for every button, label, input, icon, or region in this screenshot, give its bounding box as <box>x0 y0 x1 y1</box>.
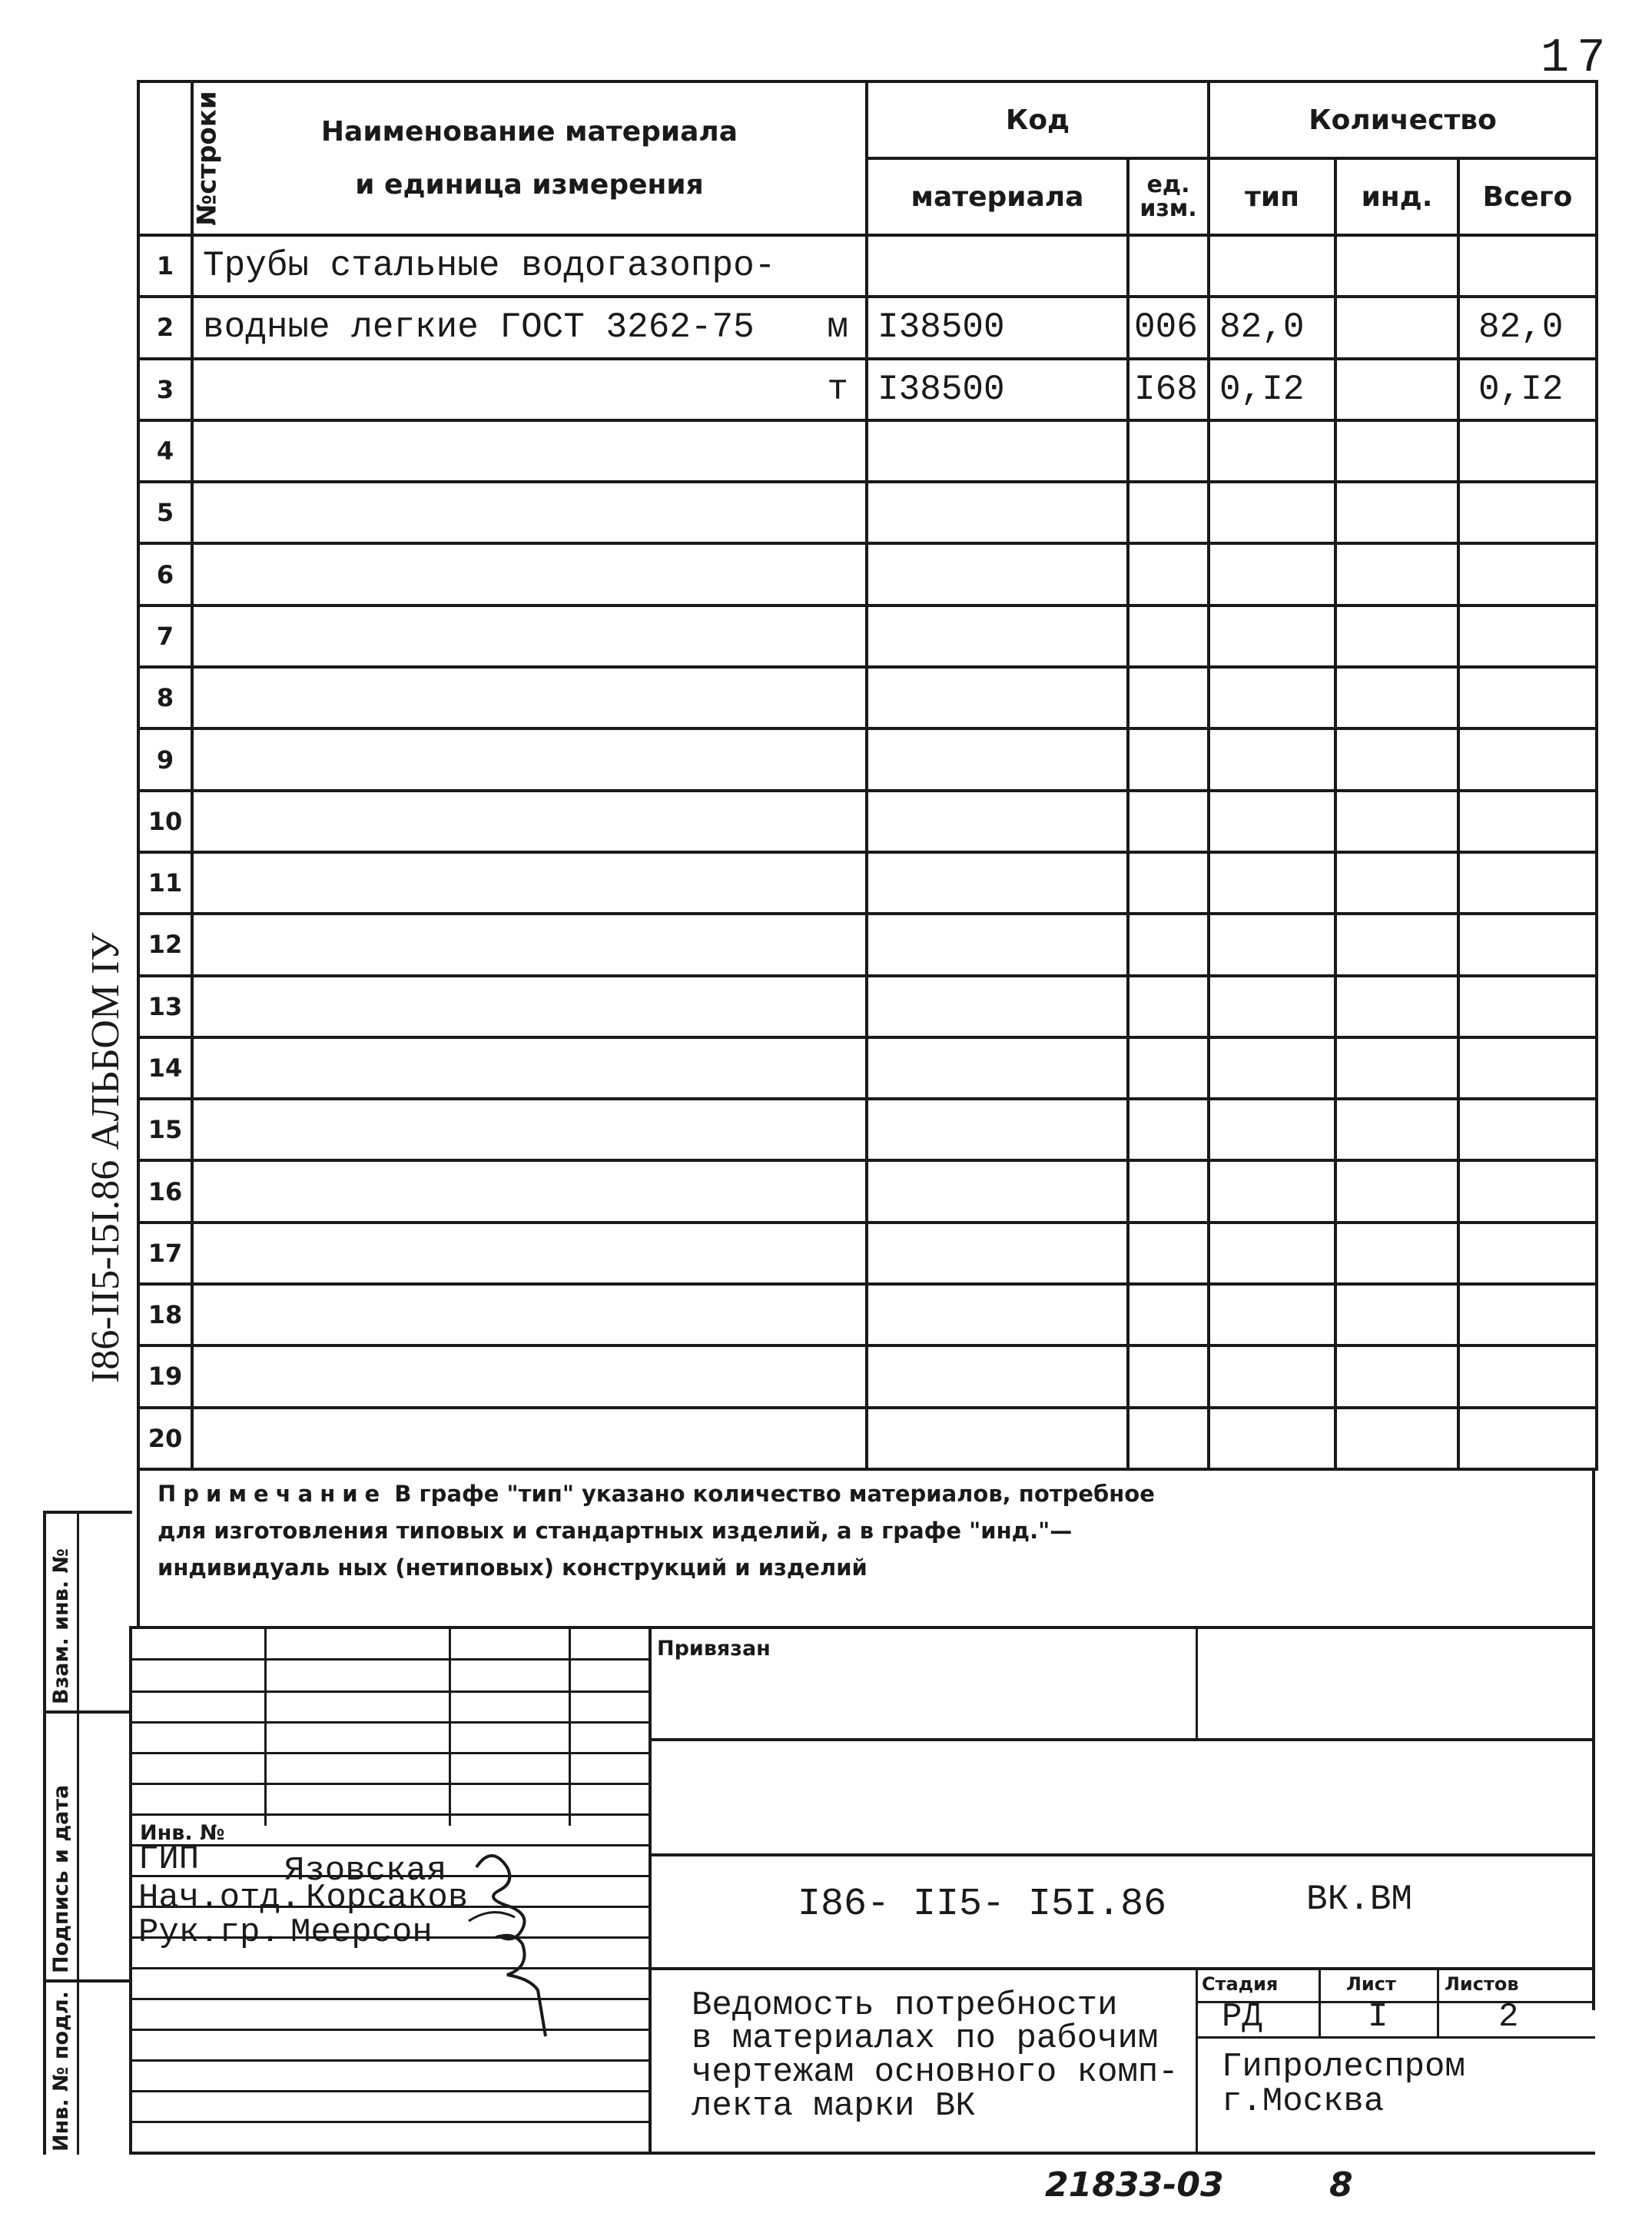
cell-unit-code <box>1128 482 1209 543</box>
header-unit-code: ед. изм. <box>1128 158 1209 235</box>
cell-type <box>1209 482 1335 543</box>
material-name: водные легкие ГОСТ 3262-75 <box>203 307 755 348</box>
cell-material <box>867 1037 1128 1099</box>
cell-ind <box>1335 728 1458 790</box>
header-material-code: материала <box>867 158 1128 235</box>
table-row <box>138 543 1597 605</box>
cell-total <box>1458 852 1597 914</box>
cell-material <box>867 914 1128 975</box>
signature-image <box>461 1837 576 2021</box>
row-number: 1 <box>138 235 192 297</box>
inv-no-label: Инв. № <box>140 1821 225 1845</box>
material-name-cell <box>192 235 867 297</box>
cell-material <box>867 482 1128 543</box>
footer-page-number: 8 <box>1329 2165 1353 2205</box>
cell-type <box>1209 543 1335 605</box>
material-name-cell <box>192 543 867 605</box>
cell-total <box>1458 667 1597 728</box>
row-number: 9 <box>138 728 192 790</box>
cell-type <box>1209 235 1335 297</box>
cell-type: 0,I2 <box>1209 359 1335 420</box>
cell-ind <box>1335 1284 1458 1345</box>
mark: ВК.ВМ <box>1306 1880 1413 1919</box>
material-name-cell <box>192 852 867 914</box>
table-row <box>138 976 1597 1037</box>
cell-type <box>1209 606 1335 667</box>
material-name-cell <box>192 728 867 790</box>
row-number: 18 <box>138 1284 192 1345</box>
org-name: Гипролеспром <box>1222 2048 1465 2086</box>
cell-unit-code: I68 <box>1128 359 1209 420</box>
cell-type <box>1209 1284 1335 1345</box>
material-name-cell <box>192 1223 867 1284</box>
designation: I86- II5- I5I.86 <box>798 1883 1167 1926</box>
cell-ind <box>1335 297 1458 358</box>
material-name-cell <box>192 606 867 667</box>
cell-material <box>867 606 1128 667</box>
materials-table <box>137 80 1598 1471</box>
cell-type <box>1209 852 1335 914</box>
cell-material <box>867 1223 1128 1284</box>
header-total: Всего <box>1458 158 1597 235</box>
table-row <box>138 914 1597 975</box>
cell-material <box>867 1284 1128 1345</box>
note-block <box>158 1475 1156 1586</box>
cell-unit-code <box>1128 914 1209 975</box>
cell-total <box>1458 728 1597 790</box>
cell-unit-code <box>1128 791 1209 852</box>
role-gip: ГИП <box>138 1840 200 1879</box>
cell-unit-code <box>1128 1408 1209 1469</box>
row-number: 13 <box>138 976 192 1037</box>
material-name-cell <box>192 914 867 975</box>
table-row <box>138 359 1597 420</box>
cell-unit-code <box>1128 1345 1209 1407</box>
cell-ind <box>1335 667 1458 728</box>
cell-material <box>867 1408 1128 1469</box>
cell-material: I38500 <box>867 297 1128 358</box>
material-name-cell <box>192 1284 867 1345</box>
cell-total <box>1458 1284 1597 1345</box>
cell-total <box>1458 1099 1597 1160</box>
row-number: 11 <box>138 852 192 914</box>
cell-total: 0,I2 <box>1458 359 1597 420</box>
table-row <box>138 667 1597 728</box>
doc-title-line3: чертежам основного комп- <box>692 2053 1179 2092</box>
cell-material <box>867 791 1128 852</box>
cell-ind <box>1335 1160 1458 1222</box>
material-name-cell <box>192 1037 867 1099</box>
cell-unit-code <box>1128 852 1209 914</box>
row-number: 19 <box>138 1345 192 1407</box>
cell-unit-code <box>1128 1037 1209 1099</box>
header-quantity: Количество <box>1209 81 1597 158</box>
table-row <box>138 1345 1597 1407</box>
unit-label: т <box>827 369 848 410</box>
header-row-number: №строки <box>138 81 192 235</box>
role-ruk-gr: Рук.гр. <box>138 1913 280 1952</box>
table-row <box>138 482 1597 543</box>
name-gip: Язовская <box>284 1852 447 1890</box>
table-row <box>138 1037 1597 1099</box>
header-code: Код <box>867 81 1209 158</box>
cell-type: 82,0 <box>1209 297 1335 358</box>
material-name-cell <box>192 1160 867 1222</box>
cell-unit-code <box>1128 235 1209 297</box>
table-row <box>138 1099 1597 1160</box>
row-number: 5 <box>138 482 192 543</box>
cell-total <box>1458 1223 1597 1284</box>
cell-total <box>1458 976 1597 1037</box>
doc-title-line2: в материалах по рабочим <box>692 2019 1159 2058</box>
material-name-cell <box>192 359 867 420</box>
cell-unit-code <box>1128 667 1209 728</box>
table-row <box>138 1284 1597 1345</box>
table-row <box>138 728 1597 790</box>
table-row <box>138 297 1597 358</box>
cell-material <box>867 420 1128 482</box>
table-row <box>138 1223 1597 1284</box>
cell-ind <box>1335 235 1458 297</box>
cell-type <box>1209 1037 1335 1099</box>
table-row <box>138 852 1597 914</box>
cell-total <box>1458 1037 1597 1099</box>
table-row <box>138 791 1597 852</box>
cell-material <box>867 976 1128 1037</box>
privyazan-label: Привязан <box>657 1637 771 1661</box>
cell-total <box>1458 543 1597 605</box>
corner-page-number: 17 <box>1541 31 1614 85</box>
cell-total <box>1458 235 1597 297</box>
row-number: 20 <box>138 1408 192 1469</box>
note-text: В графе "тип" указано количество материалов, потребное для изготовления типовых и стандартных изделий, а в графе "инд."— индивидуаль ных (нетиповых) конструкций и изделий <box>158 1481 1155 1581</box>
cell-ind <box>1335 482 1458 543</box>
cell-ind <box>1335 543 1458 605</box>
cell-unit-code <box>1128 606 1209 667</box>
label-podpis-data: Подпись и дата <box>49 1784 73 1973</box>
sheet-label: Лист <box>1346 1973 1396 1995</box>
cell-unit-code <box>1128 1223 1209 1284</box>
material-name-cell <box>192 1408 867 1469</box>
cell-type <box>1209 914 1335 975</box>
sheets-label: Листов <box>1445 1973 1519 1995</box>
cell-type <box>1209 791 1335 852</box>
cell-material <box>867 1099 1128 1160</box>
table-row <box>138 606 1597 667</box>
table-row <box>138 235 1597 297</box>
cell-total: 82,0 <box>1458 297 1597 358</box>
cell-type <box>1209 667 1335 728</box>
row-number: 15 <box>138 1099 192 1160</box>
material-name-cell <box>192 297 867 358</box>
cell-total <box>1458 914 1597 975</box>
row-number: 3 <box>138 359 192 420</box>
cell-ind <box>1335 791 1458 852</box>
cell-unit-code <box>1128 420 1209 482</box>
role-nach-otd: Нач.отд. <box>138 1879 301 1917</box>
unit-label: м <box>827 307 848 348</box>
material-name-cell <box>192 976 867 1037</box>
label-vzam-inv: Взам. инв. № <box>49 1548 73 1704</box>
material-name-cell <box>192 791 867 852</box>
cell-unit-code <box>1128 728 1209 790</box>
org-city: г.Москва <box>1222 2082 1385 2121</box>
cell-type <box>1209 420 1335 482</box>
row-number: 2 <box>138 297 192 358</box>
cell-total <box>1458 420 1597 482</box>
cell-ind <box>1335 1223 1458 1284</box>
cell-ind <box>1335 1037 1458 1099</box>
cell-material <box>867 1345 1128 1407</box>
cell-ind <box>1335 914 1458 975</box>
table-row <box>138 1160 1597 1222</box>
cell-total <box>1458 1160 1597 1222</box>
header-ind: инд. <box>1335 158 1458 235</box>
note-lead: Примечание <box>158 1481 387 1507</box>
cell-unit-code: 006 <box>1128 297 1209 358</box>
cell-material <box>867 235 1128 297</box>
material-name: Трубы стальные водогазопро- <box>203 246 776 287</box>
cell-material: I38500 <box>867 359 1128 420</box>
material-name-cell <box>192 1099 867 1160</box>
material-name-cell <box>192 1345 867 1407</box>
material-name-cell <box>192 667 867 728</box>
cell-ind <box>1335 1408 1458 1469</box>
cell-material <box>867 728 1128 790</box>
cell-material <box>867 667 1128 728</box>
cell-type <box>1209 1408 1335 1469</box>
cell-unit-code <box>1128 976 1209 1037</box>
cell-ind <box>1335 606 1458 667</box>
cell-ind <box>1335 1345 1458 1407</box>
table-row <box>138 420 1597 482</box>
row-number: 6 <box>138 543 192 605</box>
label-inv-podl: Инв. № подл. <box>49 1991 73 2152</box>
header-type: тип <box>1209 158 1335 235</box>
row-number: 12 <box>138 914 192 975</box>
archive-number: 21833-03 <box>1045 2165 1224 2205</box>
name-ruk-gr: Меерсон <box>290 1913 433 1952</box>
cell-material <box>867 543 1128 605</box>
cell-type <box>1209 728 1335 790</box>
cell-ind <box>1335 852 1458 914</box>
album-side-title: I86-II5-I5I.86 АЛЬБОМ IУ <box>84 932 128 1383</box>
cell-type <box>1209 1160 1335 1222</box>
cell-type <box>1209 1223 1335 1284</box>
cell-total <box>1458 482 1597 543</box>
row-number: 14 <box>138 1037 192 1099</box>
cell-type <box>1209 1099 1335 1160</box>
name-nach-otd: Корсаков <box>306 1879 469 1917</box>
cell-unit-code <box>1128 1160 1209 1222</box>
cell-material <box>867 852 1128 914</box>
cell-ind <box>1335 359 1458 420</box>
material-name-cell <box>192 420 867 482</box>
cell-total <box>1458 1408 1597 1469</box>
row-number: 17 <box>138 1223 192 1284</box>
cell-unit-code <box>1128 1099 1209 1160</box>
stage-value: РД <box>1222 1998 1262 2036</box>
doc-title-line1: Ведомость потребности <box>692 1986 1118 2025</box>
cell-ind <box>1335 420 1458 482</box>
cell-unit-code <box>1128 543 1209 605</box>
table-row <box>138 1408 1597 1469</box>
sheets-value: 2 <box>1498 1998 1519 2036</box>
row-number: 8 <box>138 667 192 728</box>
cell-total <box>1458 791 1597 852</box>
cell-total <box>1458 1345 1597 1407</box>
row-number: 10 <box>138 791 192 852</box>
sheet-value: I <box>1368 1998 1388 2036</box>
header-material-name: Наименование материала и единица измерения <box>192 81 867 235</box>
cell-type <box>1209 1345 1335 1407</box>
cell-unit-code <box>1128 1284 1209 1345</box>
cell-material <box>867 1160 1128 1222</box>
row-number: 7 <box>138 606 192 667</box>
row-number: 4 <box>138 420 192 482</box>
cell-ind <box>1335 1099 1458 1160</box>
cell-type <box>1209 976 1335 1037</box>
doc-title-line4: лекта марки ВК <box>692 2087 976 2125</box>
cell-ind <box>1335 976 1458 1037</box>
cell-total <box>1458 606 1597 667</box>
material-name-cell <box>192 482 867 543</box>
stage-label: Стадия <box>1202 1973 1279 1995</box>
row-number: 16 <box>138 1160 192 1222</box>
